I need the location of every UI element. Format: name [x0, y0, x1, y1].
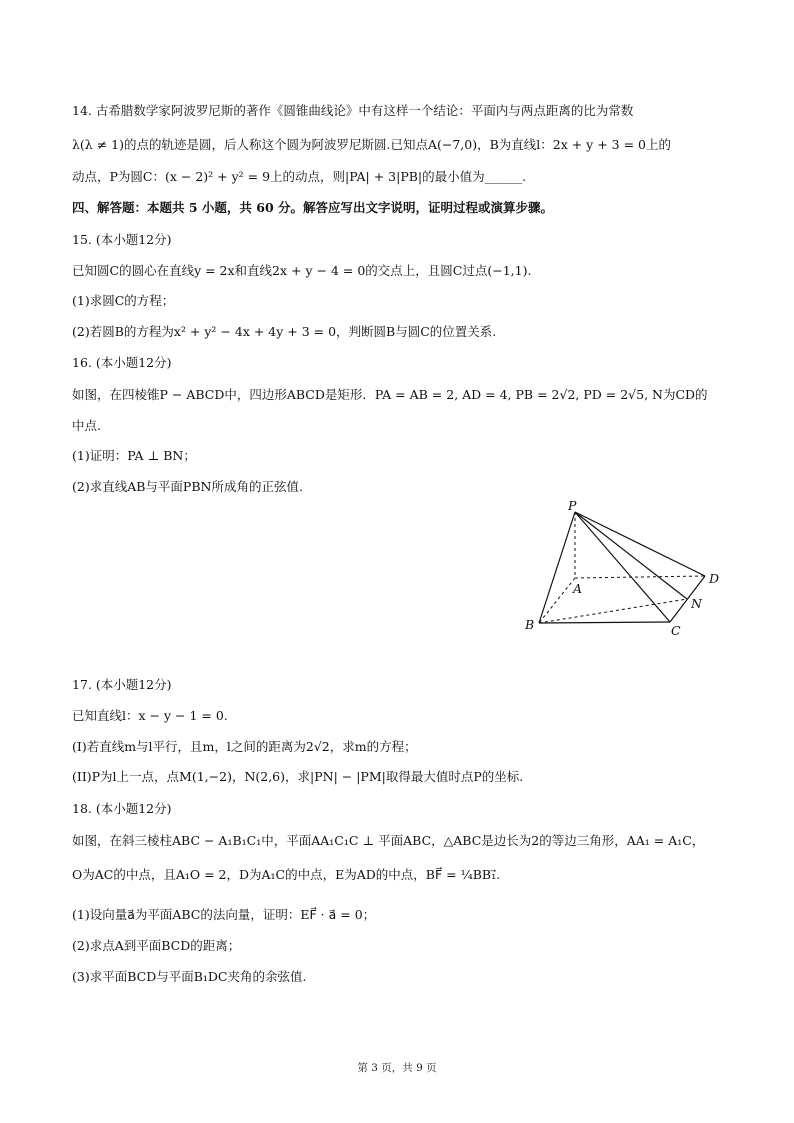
q18-header: 18. (本小题12分)	[72, 801, 172, 816]
q17-stem: 已知直线l：x − y − 1 = 0.	[72, 708, 228, 723]
label-B: B	[525, 617, 535, 632]
label-A: A	[573, 581, 583, 596]
q15-stem: 已知圆C的圆心在直线y = 2x和直线2x + y − 4 = 0的交点上，且圆C过点(−1,1).	[72, 263, 532, 278]
q15-part2: (2)若圆B的方程为x² + y² − 4x + 4y + 3 = 0，判断圆B与圆C的位置关系.	[72, 324, 497, 339]
edge-PN	[575, 512, 687, 599]
q18-part1: (1)设向量a⃗为平面ABC的法向量，证明：EF⃗ · a⃗ = 0；	[72, 907, 376, 922]
section-heading: 四、解答题：本题共 5 小题，共 60 分。解答应写出文字说明，证明过程或演算步骤。	[72, 200, 554, 215]
q18-part3: (3)求平面BCD与平面B₁DC夹角的余弦值.	[72, 969, 307, 984]
q16-header: 16. (本小题12分)	[72, 355, 172, 370]
edge-PC	[575, 512, 670, 622]
label-N: N	[691, 596, 702, 611]
label-C: C	[671, 623, 681, 638]
q14-line3: 动点，P为圆C：(x − 2)² + y² = 9上的动点，则|PA| + 3|PB|的最小值为______.	[72, 169, 527, 184]
edge-BN	[539, 599, 687, 623]
q18-stem2: O为AC的中点，且A₁O = 2，D为A₁C的中点，E为AD的中点，BF⃗ = ¼BB₁⃗.	[72, 867, 501, 882]
label-D: D	[709, 571, 720, 586]
q16-part1: (1)证明：PA ⊥ BN；	[72, 448, 196, 463]
q16-stem2: 中点.	[72, 418, 101, 433]
edge-PD	[575, 512, 705, 576]
page-footer: 第 3 页，共 9 页	[357, 1062, 437, 1074]
edge-AB	[539, 578, 575, 623]
q17-header: 17. (本小题12分)	[72, 677, 172, 692]
pyramid-figure	[515, 496, 735, 646]
edge-AD	[575, 576, 705, 578]
q16-stem1: 如图，在四棱锥P − ABCD中，四边形ABCD是矩形．PA = AB = 2, AD = 4, PB = 2√2, PD = 2√5, N为CD的	[72, 387, 708, 402]
q15-part1: (1)求圆C的方程；	[72, 293, 175, 308]
edge-PB	[539, 512, 575, 623]
q14-line2: λ(λ ≠ 1)的点的轨迹是圆，后人称这个圆为阿波罗尼斯圆.已知点A(−7,0)，B为直线l：2x + y + 3 = 0上的	[72, 137, 671, 152]
q17-part2: (II)P为l上一点，点M(1,−2)，N(2,6)，求|PN| − |PM|取得最大值时点P的坐标.	[72, 769, 524, 784]
q15-header: 15. (本小题12分)	[72, 232, 172, 247]
label-P: P	[568, 498, 577, 513]
edge-BC	[539, 622, 670, 623]
q14-line1: 14. 古希腊数学家阿波罗尼斯的著作《圆锥曲线论》中有这样一个结论：平面内与两点距离的比为常数	[72, 103, 634, 118]
q16-part2: (2)求直线AB与平面PBN所成角的正弦值.	[72, 479, 303, 494]
q18-stem1: 如图，在斜三棱柱ABC − A₁B₁C₁中，平面AA₁C₁C ⊥ 平面ABC，△ABC是边长为2的等边三角形，AA₁ = A₁C，	[72, 833, 705, 848]
q17-part1: (I)若直线m与l平行，且m，l之间的距离为2√2，求m的方程；	[72, 739, 417, 754]
q18-part2: (2)求点A到平面BCD的距离；	[72, 938, 241, 953]
